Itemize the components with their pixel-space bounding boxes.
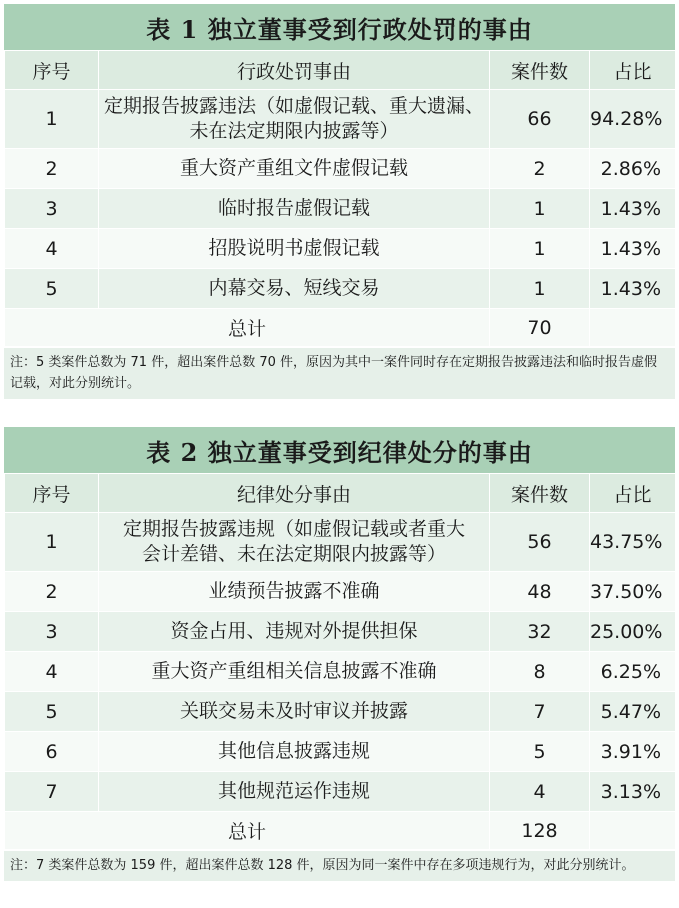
row-reason-line: 定期报告披露违规（如虚假记载或者重大 bbox=[122, 518, 465, 540]
table-row bbox=[5, 652, 676, 692]
row-reason-line: 定期报告披露违法（如虚假记载、重大遗漏、 bbox=[103, 95, 484, 117]
table2-header-no: 序号 bbox=[5, 474, 99, 513]
total-pct-empty bbox=[590, 309, 676, 347]
row-pct: 5.47% bbox=[590, 692, 676, 732]
row-no: 4 bbox=[5, 229, 99, 269]
row-pct: 94.28% bbox=[590, 90, 676, 149]
table2-header-reason: 纪律处分事由 bbox=[99, 474, 490, 513]
row-reason: 其他信息披露违规 bbox=[99, 732, 490, 772]
total-label: 总计 bbox=[5, 812, 490, 850]
row-no: 2 bbox=[5, 149, 99, 189]
row-pct: 1.43% bbox=[590, 269, 676, 309]
row-no: 5 bbox=[5, 692, 99, 732]
row-no: 6 bbox=[5, 732, 99, 772]
row-pct: 1.43% bbox=[590, 229, 676, 269]
row-pct: 3.13% bbox=[590, 772, 676, 812]
table2-title: 表 2 独立董事受到纪律处分的事由 bbox=[4, 427, 675, 473]
row-reason: 内幕交易、短线交易 bbox=[99, 269, 490, 309]
table-row bbox=[5, 229, 676, 269]
row-reason: 关联交易未及时审议并披露 bbox=[99, 692, 490, 732]
row-reason: 业绩预告披露不准确 bbox=[99, 572, 490, 612]
row-no: 4 bbox=[5, 652, 99, 692]
total-label: 总计 bbox=[5, 309, 490, 347]
row-count: 66 bbox=[490, 90, 590, 149]
table-row bbox=[5, 149, 676, 189]
table-row bbox=[5, 269, 676, 309]
table-row bbox=[5, 572, 676, 612]
row-count: 1 bbox=[490, 189, 590, 229]
row-no: 3 bbox=[5, 612, 99, 652]
row-pct: 6.25% bbox=[590, 652, 676, 692]
row-pct: 37.50% bbox=[590, 572, 676, 612]
row-count: 1 bbox=[490, 229, 590, 269]
row-count: 4 bbox=[490, 772, 590, 812]
table1-title: 表 1 独立董事受到行政处罚的事由 bbox=[4, 4, 675, 50]
table1-header-row bbox=[5, 51, 676, 90]
row-no: 1 bbox=[5, 90, 99, 149]
table1-block bbox=[4, 4, 675, 399]
table-row bbox=[5, 612, 676, 652]
table1-header-count: 案件数 bbox=[490, 51, 590, 90]
row-count: 8 bbox=[490, 652, 590, 692]
table2 bbox=[4, 473, 676, 850]
row-pct: 2.86% bbox=[590, 149, 676, 189]
table2-header-count: 案件数 bbox=[490, 474, 590, 513]
row-pct: 1.43% bbox=[590, 189, 676, 229]
row-no: 5 bbox=[5, 269, 99, 309]
row-count: 32 bbox=[490, 612, 590, 652]
table-row bbox=[5, 189, 676, 229]
table-row bbox=[5, 90, 676, 149]
table1-header-pct: 占比 bbox=[590, 51, 676, 90]
table2-total-row bbox=[5, 812, 676, 850]
row-reason: 临时报告虚假记载 bbox=[99, 189, 490, 229]
table-row bbox=[5, 513, 676, 572]
table1-note: 注：5 类案件总数为 71 件，超出案件总数 70 件，原因为其中一案件同时存在定期报告披露违法和临时报告虚假记载，对此分别统计。 bbox=[4, 347, 675, 399]
row-pct: 3.91% bbox=[590, 732, 676, 772]
row-count: 2 bbox=[490, 149, 590, 189]
row-count: 56 bbox=[490, 513, 590, 572]
table2-header-pct: 占比 bbox=[590, 474, 676, 513]
total-count: 128 bbox=[490, 812, 590, 850]
row-count: 7 bbox=[490, 692, 590, 732]
table-row bbox=[5, 732, 676, 772]
row-count: 48 bbox=[490, 572, 590, 612]
row-reason-line: 未在法定期限内披露等） bbox=[189, 120, 399, 142]
table-row bbox=[5, 772, 676, 812]
table-row bbox=[5, 692, 676, 732]
table1 bbox=[4, 50, 676, 347]
row-no: 2 bbox=[5, 572, 99, 612]
row-reason: 重大资产重组文件虚假记载 bbox=[99, 149, 490, 189]
row-reason: 重大资产重组相关信息披露不准确 bbox=[99, 652, 490, 692]
row-reason bbox=[99, 513, 490, 572]
table1-total-row bbox=[5, 309, 676, 347]
row-reason: 其他规范运作违规 bbox=[99, 772, 490, 812]
table2-note: 注：7 类案件总数为 159 件，超出案件总数 128 件，原因为同一案件中存在多项违规行为，对此分别统计。 bbox=[4, 850, 675, 881]
row-reason: 资金占用、违规对外提供担保 bbox=[99, 612, 490, 652]
table1-header-reason: 行政处罚事由 bbox=[99, 51, 490, 90]
row-count: 5 bbox=[490, 732, 590, 772]
row-reason bbox=[99, 90, 490, 149]
row-no: 7 bbox=[5, 772, 99, 812]
total-count: 70 bbox=[490, 309, 590, 347]
row-count: 1 bbox=[490, 269, 590, 309]
row-reason-line: 会计差错、未在法定期限内披露等） bbox=[141, 543, 446, 565]
row-no: 3 bbox=[5, 189, 99, 229]
row-pct: 43.75% bbox=[590, 513, 676, 572]
row-pct: 25.00% bbox=[590, 612, 676, 652]
total-pct-empty bbox=[590, 812, 676, 850]
row-reason: 招股说明书虚假记载 bbox=[99, 229, 490, 269]
table2-block bbox=[4, 427, 675, 881]
table2-header-row bbox=[5, 474, 676, 513]
table1-header-no: 序号 bbox=[5, 51, 99, 90]
row-no: 1 bbox=[5, 513, 99, 572]
